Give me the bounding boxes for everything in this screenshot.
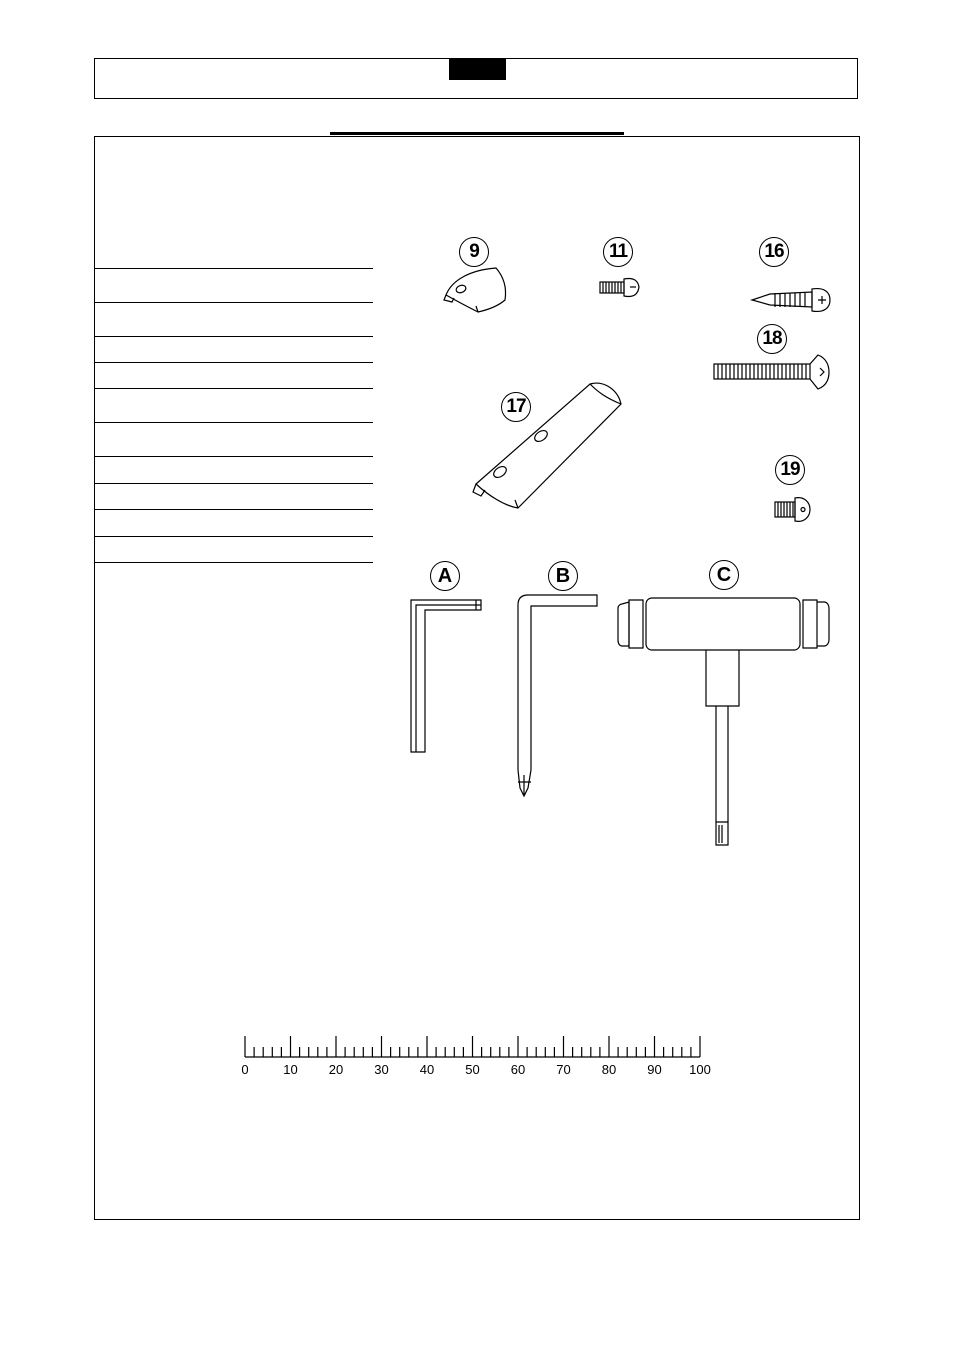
ruler-tick-label: 80 — [601, 1062, 617, 1077]
ruler-tick-label: 50 — [465, 1062, 480, 1077]
ruler-tick-label: 10 — [283, 1062, 298, 1077]
tool-a-hex-key-drawing — [411, 600, 481, 752]
ruler-tick-label: 30 — [374, 1062, 389, 1077]
ruler-tick-label: 100 — [689, 1062, 711, 1077]
tool-b-screwdriver-drawing — [518, 595, 597, 796]
part-label-11: 11 — [603, 237, 633, 267]
part-18-bolt-drawing — [714, 355, 829, 389]
ruler-tick-label: 70 — [556, 1062, 571, 1077]
part-9-clip-drawing — [444, 268, 506, 312]
part-11-screw-drawing — [600, 278, 639, 296]
ruler-tick-label: 40 — [419, 1062, 435, 1077]
part-label-9: 9 — [459, 237, 489, 267]
part-label-17: 17 — [501, 392, 531, 422]
ruler-tick-label: 0 — [241, 1062, 249, 1077]
part-label-19: 19 — [775, 455, 805, 485]
ruler-tick-label: 60 — [510, 1062, 526, 1077]
ruler-tick-label: 90 — [647, 1062, 662, 1077]
tool-c-t-handle-drawing — [618, 598, 829, 845]
ruler-tick-label: 20 — [328, 1062, 344, 1077]
tool-label-b: B — [548, 561, 578, 591]
part-label-18: 18 — [757, 324, 787, 354]
part-16-screw-drawing — [752, 289, 830, 312]
tool-label-a: A — [430, 561, 460, 591]
part-label-16: 16 — [759, 237, 789, 267]
part-19-bolt-drawing — [775, 498, 810, 522]
tool-label-c: C — [709, 560, 739, 590]
mm-ruler — [245, 1036, 700, 1057]
part-17-clamp-drawing — [473, 383, 621, 508]
